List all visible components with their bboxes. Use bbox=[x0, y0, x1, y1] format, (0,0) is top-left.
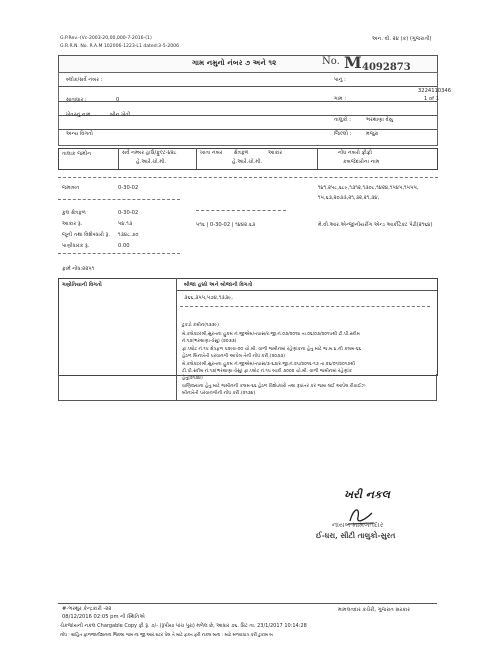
serial-number: 4092873 bbox=[362, 62, 411, 73]
area-value-4: ૧૩૪૮.૭૦ bbox=[118, 232, 139, 238]
rights-line-3: નં.૧૩(ભરથાણા-વેસુ) (૨૦૩૩) bbox=[182, 339, 237, 344]
village-label: ગામ : bbox=[334, 96, 347, 102]
gp-line-2: G.R.R.N. No. R.A.M 102006-1223-L1 dated:3-5-2006 bbox=[60, 44, 180, 49]
col-land-type: તાલાક જમીન bbox=[62, 151, 92, 157]
footer-last-line: નોંધ : ગ્રાહિત ફાળજાનીશનના જિલ્લા ગામ ના જી.આર.ઘટર પેલ તે માટે ફક્ત ફરી નકલ બના : માટે મળવાપાત્ર કરી ટુકામ બ bbox=[60, 633, 273, 638]
true-copy-stamp: ખરી નકલ bbox=[344, 488, 390, 501]
form-reference: અન. વી. ૨૪ (ક) (ગુજરાતી) bbox=[372, 36, 432, 42]
rights-line-8: હેતુ(૨૧૩૪) bbox=[182, 376, 203, 381]
rights-line-7: ટી.પી.સ્કીમ નં.૧૩(ભરથાણા-વેસુ) ફા.પ્લોટ નં.૧૫ બાકી ૩૦૦૨ ચો.મી. વાળી જમીનમાં રહેણાંક bbox=[182, 369, 353, 374]
mutation-label: ફાર્મ નોંધ:૨૨૫૧ bbox=[62, 266, 95, 272]
col-area: ક્ષેત્રફળ bbox=[234, 150, 249, 156]
top-fields-box bbox=[58, 72, 438, 146]
col-survey-number: સર્વે નમ્બર હાઉ/ફુલ્ટ-૪૨૮ bbox=[122, 150, 177, 156]
area-rule-2 bbox=[58, 253, 180, 254]
rights-line-6: મે.કલેક્ટરશ્રી,સુરતના હુકમ નં.જીએમ/તપાસ/૩-૬૩/ર.જી.નં.૨૫/૨૦૧૬-૧૭ તા.૨૬/૦૧/૨૦૧૭થી bbox=[182, 362, 356, 367]
col-entry-numbers: નોંધ નંબરો ફ્રીફ્રી bbox=[338, 150, 372, 156]
col-occupant-names: કબજેદારોના નામ bbox=[343, 159, 380, 165]
block-survey-label: બ્લોક/સર્વે નંબર : bbox=[66, 77, 103, 83]
other-details-label: અન્ય વિગતો bbox=[66, 131, 93, 137]
area-top-rule bbox=[58, 177, 438, 178]
encumbrance-sep-ext bbox=[176, 374, 177, 400]
footer-datetime: 08/12/2016 02:05 pm ની સ્થિતિએ bbox=[62, 614, 145, 620]
area-label-4: જૂની તથા વિશેષધારો રૂ. bbox=[62, 232, 110, 238]
footer-fee-line: ચેકજાયની નકલ Chargable Copy ફી રૂ. ૭/- (રૂપીયા પાંચ પુરા) મળેલ છે, આધાર ૭૬. પ્રિંટ તા. 23/1/2017 10:14:28 bbox=[60, 623, 307, 629]
area-value-2: 0-30-02 bbox=[118, 210, 139, 216]
upi-label: સાતાધાર : bbox=[66, 97, 87, 103]
area-label-5: પાણીધારક રૂ. bbox=[62, 243, 90, 249]
district-label: જિલ્લો : bbox=[334, 131, 352, 137]
area-rule-1 bbox=[58, 199, 180, 200]
rights-entries: ૩૬૬,૩૫૫,૫૭૪,૧૩૩૯, bbox=[184, 295, 233, 301]
document-title: ગામ નમુનો નંબર ૭ અને ૧૨ bbox=[192, 58, 277, 67]
encumbrance-left-ext bbox=[58, 374, 59, 400]
table-header-sep-2 bbox=[196, 148, 197, 169]
taluka-value: ભરથાણા વેસુ bbox=[366, 117, 393, 123]
area-value-5: 0.00 bbox=[118, 243, 130, 249]
area-label-3: આકાર રૂ. bbox=[62, 221, 83, 227]
rights-line-5: હેઠળ બિનખેતી પરવાનગી આપેલ તેની નોંધ કરી.(૨૦૩૩) bbox=[182, 354, 285, 359]
rights-line-1: ટુકડો કમીન(૧૩૩૯) bbox=[182, 323, 219, 328]
encumbrance-header-rule bbox=[176, 290, 437, 291]
encumbrance-sep bbox=[176, 278, 177, 375]
top-fields-divider-1 bbox=[58, 86, 437, 87]
gp-line-1: G.P.Rev.-(Vc-2003-20,00,000-7-2016-(1) bbox=[60, 36, 152, 41]
page-label: પાનું : bbox=[334, 77, 346, 83]
footer-left-1: #-ભરથુર કેન્દ્રકારી -૨૨ bbox=[62, 606, 112, 612]
village-code: 3224110346 bbox=[418, 88, 452, 94]
area-value-3: ૫૪.૧૩ bbox=[118, 221, 133, 227]
tenure-label: ખેતરનું નામ bbox=[66, 112, 91, 118]
col-survey-unit: હે.આરે.ચો.મી. bbox=[136, 159, 167, 165]
col-khata-unit: હે.આરે.ચો.મી. bbox=[232, 159, 263, 165]
owner-name: મે.વી.આર.એન્જીનીયરીંગ એન્ડ આર્કીટેક્ટ પેઢી(૨૧૬૪) bbox=[318, 222, 433, 228]
signer-title: નાયબ મામલતદાર bbox=[332, 521, 384, 529]
footer-rule bbox=[58, 603, 437, 604]
number-prefix: No. bbox=[322, 56, 340, 67]
top-fields-divider-4 bbox=[58, 129, 437, 130]
rights-line-9: વાણિજ્યના હેતુ માટે જમીનની કલમ-૬૬ હેઠળ વિશેષધારો તથા રૂપાંતર કર જમા લઈ આપેલ રીવાઈઝ bbox=[182, 384, 366, 389]
encumbrance-bottom bbox=[58, 400, 437, 401]
number-letter: M bbox=[344, 53, 362, 72]
tenant-details-label: ગણોતિયાની વિગતો bbox=[62, 282, 102, 288]
table-header-sep-3 bbox=[317, 148, 318, 169]
entry-numbers: ૧૪૧,૨૫૮,૬૮૯,૧૩૧૨,૧૩૦૮,૧૪૨૪,૧૫૪૫,૧૫૫૫, bbox=[318, 185, 419, 191]
area-label-1: જમાબત bbox=[62, 185, 80, 191]
signer-office: ઈ-ધરા, સીટી તાલુકો-સુરત bbox=[316, 531, 396, 540]
rights-line-2: મે.કલેક્ટરશ્રી,સુરતના હુકમ નં.જીએમ/તપાસ/ર.જી.નં.૦૩/૨૦૧૪ તા.૦૬/૦૩/૨૦૧૫થી ટી.પી.સ્કીમ bbox=[182, 332, 360, 337]
district-value: મજુરા bbox=[366, 131, 379, 137]
footer-office: મામલતદાર કચેરી, ગુજરાત સરકાર bbox=[338, 607, 410, 613]
tenure-value: બીન ખેતી bbox=[110, 112, 131, 118]
area-label-2: કુલ ક્ષેત્રફળ bbox=[62, 210, 86, 216]
top-fields-divider-2 bbox=[58, 101, 437, 102]
col-assessment: આકાર bbox=[268, 150, 283, 156]
area-value-1: 0-30-02 bbox=[118, 185, 139, 191]
upi-value: 0 bbox=[116, 97, 120, 103]
col-khata-number: ખાતા નંબર bbox=[200, 150, 223, 156]
khata-line: ૫૧૬ | 0-30-02 | ૧૪૪૨.૬૩ bbox=[196, 222, 256, 228]
khata-rule bbox=[196, 210, 286, 211]
rights-line-4: ફા.પ્લોટ નં.૧૫ ક્ષેત્રફળ ૫૨૯૪-૦૦ ચો.મી. વાળી જમીનમાં રહેણાંકના હેતુ માટે જ.મ.પ્ર.ની કલમ-૬૬ bbox=[182, 347, 362, 352]
rights-rule bbox=[180, 306, 430, 307]
encumbrance-right-ext bbox=[436, 374, 437, 400]
entry-numbers-2: ૧૫,૬૩,૨૦૩૩,૨૧,૩૨,૨૧,૩૪, bbox=[318, 195, 380, 201]
rights-line-10: બીનખેતી પરવાનગીની નોંધ કરી.(૨૧૩૪) bbox=[182, 391, 256, 396]
taluka-label: તાલુકો : bbox=[334, 117, 351, 123]
page-of: 1 of 1 bbox=[424, 96, 439, 102]
table-header-sep-1 bbox=[118, 148, 119, 169]
rights-title: બીજા હક્કો અને બોજાની વિગતો bbox=[184, 282, 253, 288]
